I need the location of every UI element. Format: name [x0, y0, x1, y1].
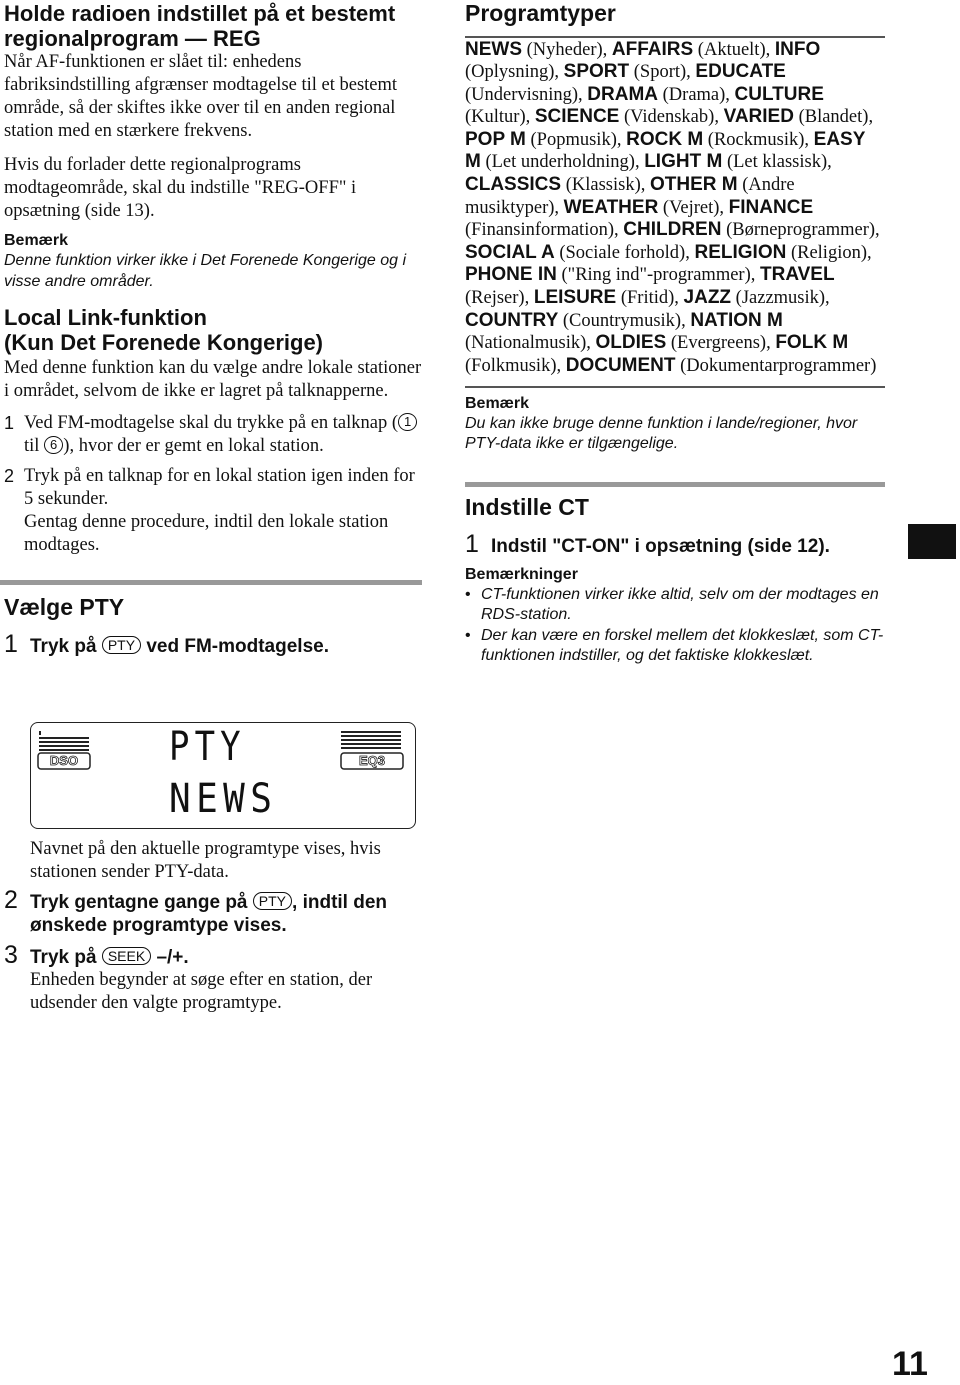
local-step-2 [4, 465, 422, 557]
program-type-description: (Vejret) [662, 197, 720, 218]
program-type-description: (Evergreens) [670, 333, 767, 354]
program-type-code: LIGHT M [644, 151, 723, 173]
pty-button: PTY [102, 636, 141, 654]
program-type-description: (Nationalmusik) [465, 333, 587, 354]
program-type-description: (Popmusik) [530, 129, 617, 150]
eq-indicator: EQ3 [358, 753, 385, 768]
program-type-code: SPORT [563, 61, 630, 83]
pty-note-rule [465, 386, 885, 388]
program-type-code: AFFAIRS [611, 38, 694, 60]
local-step-1 [4, 412, 422, 458]
reg-section-title: Holde radioen indstillet på et bestemt regionalprogram — REG [4, 1, 396, 51]
lcd-line-2: NEWS [169, 776, 278, 822]
programtyper-title: Programtyper [465, 0, 616, 26]
program-type-code: NATION M [690, 309, 783, 331]
pty-after-display-text: Navnet på den aktuelle programtype vises, hvis stationen sender PTY-data. [30, 839, 381, 882]
preset-button-6: 6 [44, 436, 63, 454]
programtyper-rule [465, 36, 885, 38]
pty-step-3 [4, 941, 422, 969]
right-column [465, 0, 885, 667]
program-type-description: (Religion) [790, 242, 867, 263]
local-step-2-text-b: Gentag denne procedure, indtil den lokale station modtages. [24, 512, 389, 555]
program-type-description: (Dokumentarprogrammer) [680, 355, 877, 376]
program-type-code: POP M [465, 128, 526, 150]
lcd-line-1: PTY [169, 724, 246, 770]
program-type-description: (Rockmusik) [707, 129, 805, 150]
step-number: 2 [4, 886, 18, 914]
pty-step-1 [4, 630, 422, 658]
program-type-description: (Videnskab) [623, 107, 715, 128]
local-step-1-til: til [24, 436, 45, 456]
program-type-description: (Countrymusik) [562, 310, 682, 331]
pty-section-title: Vælge PTY [4, 594, 125, 620]
program-type-description: (Rejser) [465, 288, 525, 309]
program-type-code: INFO [774, 38, 821, 60]
program-type-description: (Let underholdning) [485, 152, 635, 173]
program-type-description: (Oplysning) [465, 62, 555, 83]
ct-step-1 [465, 529, 885, 558]
program-type-description: (Drama) [662, 84, 726, 105]
program-type-code: LEISURE [533, 287, 617, 309]
dso-indicator: DSO [49, 753, 79, 768]
reg-paragraph-2: Hvis du forlader dette regionalprograms modtageområde, skal du indstille "REG-OFF" i opsætning (side 13). [4, 155, 357, 221]
local-step-1-text-b: ), hvor der er gemt en lokal station. [63, 436, 324, 456]
program-type-code: SCIENCE [534, 106, 620, 128]
pty-step-3-text-b: –/+. [151, 947, 189, 968]
lcd-display [30, 722, 416, 829]
section-tab-marker [908, 524, 956, 559]
step-number: 1 [465, 529, 479, 558]
program-type-code: FOLK M [775, 332, 849, 354]
step-number: 1 [4, 630, 18, 658]
step-number: 3 [4, 941, 18, 969]
program-type-description: (Andre musiktyper) [465, 175, 795, 218]
reg-note-heading: Bemærk [4, 232, 69, 249]
section-rule [0, 580, 422, 585]
program-type-description: (Kultur) [465, 107, 526, 128]
program-type-description: (Jazzmusik) [735, 288, 826, 309]
program-type-code: DOCUMENT [565, 354, 676, 376]
preset-button-1: 1 [398, 413, 417, 431]
pty-step-3-description: Enheden begynder at søge efter en station, der udsender den valgte programtype. [30, 970, 373, 1013]
program-type-description: (Finansinformation) [465, 220, 615, 241]
pty-continuation [4, 838, 422, 1015]
program-type-code: SOCIAL A [465, 241, 555, 263]
program-type-description: (Aktuelt) [697, 39, 766, 60]
program-type-code: DRAMA [587, 83, 659, 105]
section-rule [465, 482, 885, 487]
pty-step-1-text-a: Tryk på [30, 636, 102, 657]
reg-paragraph-1: Når AF-funktionen er slået til: enhedens fabriksindstilling afgrænser modtagelse til et bestemt område, så der skiftes ikke over til en anden regional station med en stærkere frekvens. [4, 52, 398, 141]
program-type-description: (Sociale forhold) [559, 242, 686, 263]
local-link-title-2: (Kun Det Forenede Kongerige) [4, 330, 324, 355]
program-type-list: NEWS (Nyheder), AFFAIRS (Aktuelt), INFO (Oplysning), SPORT (Sport), EDUCATE (Undervisning), DRAMA (Drama), CULTURE (Kultur), SCIENCE (Videnskab), VARIED (Blandet), POP M (Popmusik), ROCK M (Rockmusik), EASY M (Let underholdning), LIGHT M (Let klassisk), CLASSICS (Klassisk), OTHER M (Andre musiktyper), WEATHER (Vejret), FINANCE (Finansinformation), CHILDREN (Børneprogrammer), SOCIAL A (Sociale forhold), RELIGION (Religion), PHONE IN ("Ring ind"-programmer), TRAVEL (Rejser), LEISURE (Fritid), JAZZ (Jazzmusik), COUNTRY (Countrymusik), NATION M (Nationalmusik), OLDIES (Evergreens), FOLK M (Folkmusik), DOCUMENT (Dokumentarprogrammer) [465, 38, 880, 376]
program-type-code: WEATHER [563, 196, 659, 218]
program-type-description: (Børneprogrammer) [726, 220, 876, 241]
program-type-code: CHILDREN [623, 219, 722, 241]
program-type-code: RELIGION [694, 241, 787, 263]
ct-note-1: • CT-funktionen virker ikke altid, selv om der modtages en RDS-station. [465, 585, 885, 626]
program-type-code: VARIED [723, 106, 794, 128]
program-type-description: (Undervisning) [465, 84, 579, 105]
pty-step-3-text-a: Tryk på [30, 947, 102, 968]
program-type-code: EASY M [465, 128, 866, 173]
program-type-description: (Klassisk) [565, 175, 641, 196]
program-type-description: ("Ring ind"-programmer) [561, 265, 751, 286]
local-step-1-text-a: Ved FM-modtagelse skal du trykke på en talknap ( [24, 413, 399, 433]
pty-step-2-text-a: Tryk gentagne gange på [30, 892, 253, 913]
ct-notes-heading: Bemærkninger [465, 565, 578, 583]
program-type-code: NEWS [465, 38, 522, 60]
step-number: 2 [4, 466, 15, 486]
program-type-code: TRAVEL [760, 264, 835, 286]
ct-step-1-text: Indstil "CT-ON" i opsætning (side 12). [491, 535, 830, 557]
local-step-2-text-a: Tryk på en talknap for en lokal station igen inden for 5 sekunder. [24, 466, 415, 509]
program-type-code: EDUCATE [695, 61, 786, 83]
pty-note-heading: Bemærk [465, 394, 530, 412]
pty-step-1-text-b: ved FM-modtagelse. [141, 636, 329, 657]
program-type-description: (Blandet) [798, 107, 869, 128]
left-level-meter-icon [39, 731, 89, 751]
left-column [4, 0, 422, 658]
local-link-paragraph: Med denne funktion kan du vælge andre lokale stationer i området, selvom de ikke er lagret på talknapperne. [4, 358, 422, 401]
page-number: 11 [892, 1345, 928, 1383]
ct-note-2: • Der kan være en forskel mellem det klokkeslæt, som CT-funktionen indstiller, og det faktiske klokkeslæt. [465, 626, 885, 667]
program-type-code: CLASSICS [465, 174, 562, 196]
pty-step-2-text-b: , indtil den ønskede programtype vises. [30, 892, 388, 936]
program-type-description: (Sport) [633, 62, 687, 83]
program-type-code: COUNTRY [465, 309, 559, 331]
pty-button: PTY [253, 892, 292, 910]
step-number: 1 [4, 413, 15, 433]
right-level-meter-icon [341, 731, 401, 749]
reg-note-text: Denne funktion virker ikke i Det Forenede Kongerige og i visse andre områder. [4, 252, 406, 290]
local-link-title-1: Local Link-funktion [4, 305, 207, 330]
program-type-description: (Let klassisk) [726, 152, 828, 173]
program-type-code: CULTURE [734, 83, 824, 105]
program-type-code: JAZZ [683, 287, 732, 309]
program-type-code: ROCK M [626, 128, 704, 150]
program-type-description: (Folkmusik) [465, 355, 557, 376]
seek-button: SEEK [102, 947, 151, 965]
program-type-code: OLDIES [595, 332, 667, 354]
program-type-description: (Nyheder) [526, 39, 603, 60]
ct-section-title: Indstille CT [465, 493, 589, 520]
program-type-code: OTHER M [649, 174, 738, 196]
program-type-code: FINANCE [728, 196, 814, 218]
pty-step-2 [4, 886, 422, 937]
program-type-code: PHONE IN [465, 264, 557, 286]
pty-note-text: Du kan ikke bruge denne funktion i lande/regioner, hvor PTY-data ikke er tilgængelige. [465, 414, 858, 453]
program-type-description: (Fritid) [620, 288, 675, 309]
